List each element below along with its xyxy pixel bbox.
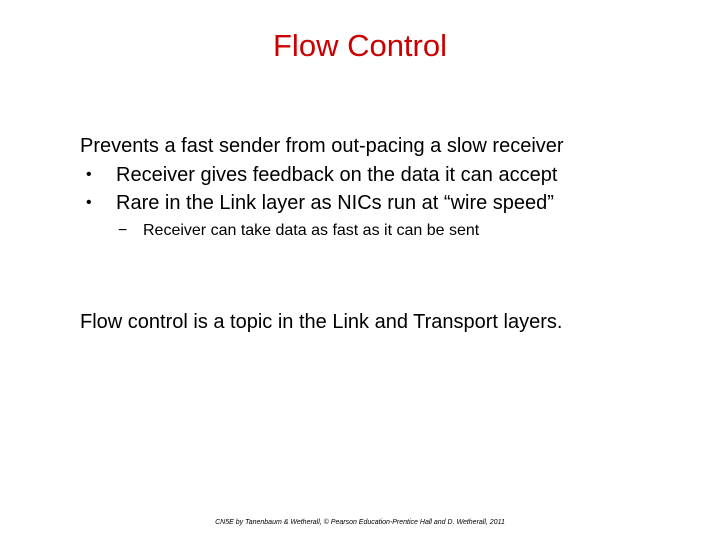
slide-title: Flow Control xyxy=(273,28,447,63)
bullet-item xyxy=(80,161,700,189)
bullet-icon: • xyxy=(86,166,92,183)
footer-credit: CN5E by Tanenbaum & Wetherall, © Pearson Education-Prentice Hall and D. Wetherall, 2011 xyxy=(215,519,505,526)
bullet-item xyxy=(80,189,700,217)
slide-body xyxy=(80,133,700,243)
closing-statement: Flow control is a topic in the Link and Transport layers. xyxy=(80,311,563,333)
bullet-list xyxy=(80,161,700,217)
bullet-icon: • xyxy=(86,194,92,211)
sub-bullet-item xyxy=(80,219,700,243)
dash-icon: − xyxy=(118,222,128,239)
bullet-text: Rare in the Link layer as NICs run at “wire speed” xyxy=(116,192,554,214)
intro-text: Prevents a fast sender from out-pacing a slow receiver xyxy=(80,135,564,157)
sub-bullet-text: Receiver can take data as fast as it can be sent xyxy=(143,222,480,239)
sub-bullet-list xyxy=(80,219,700,243)
bullet-text: Receiver gives feedback on the data it can accept xyxy=(116,164,558,186)
